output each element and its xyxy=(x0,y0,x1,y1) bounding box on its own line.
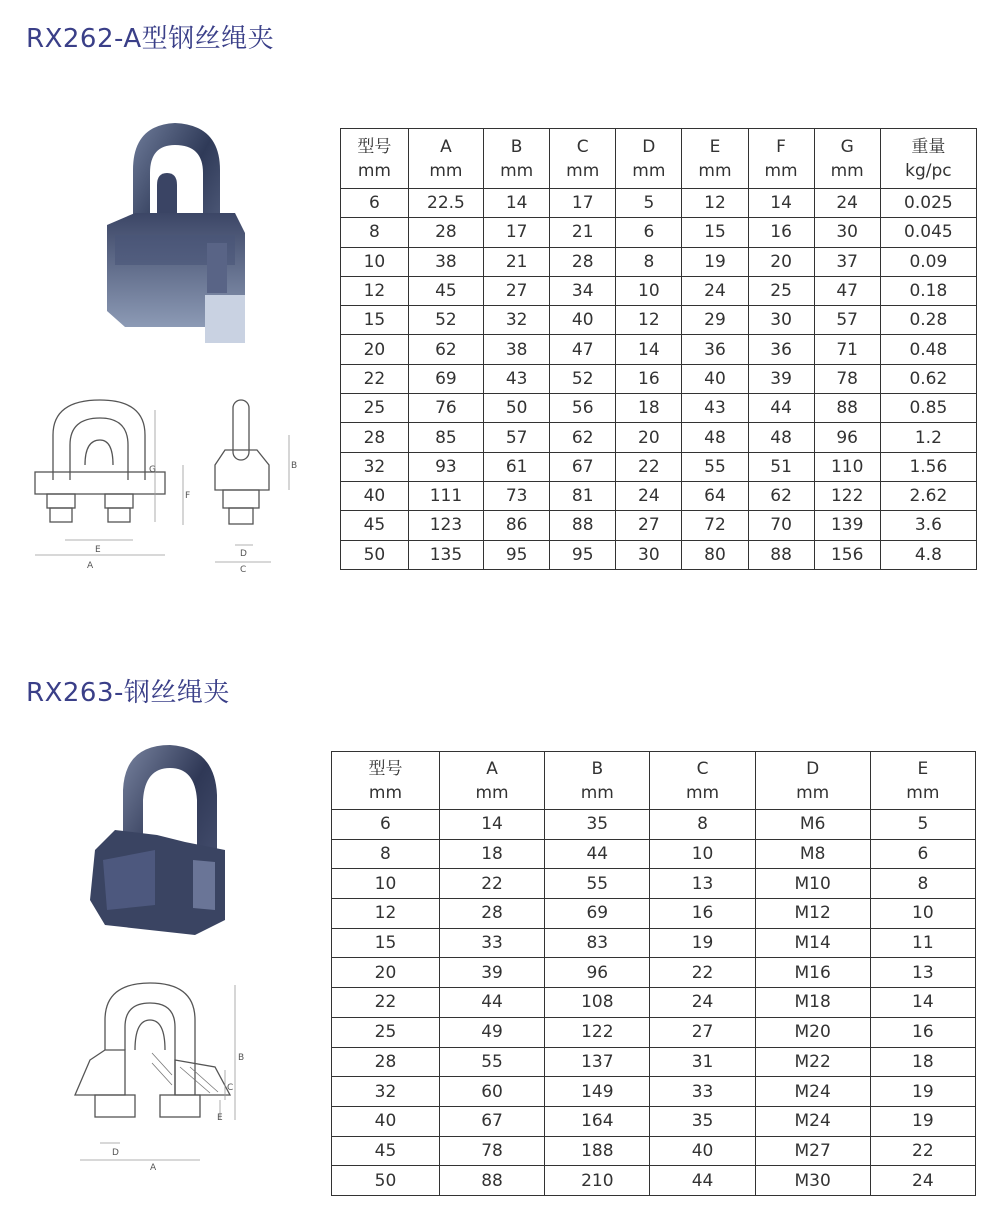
header-label: C xyxy=(576,136,589,157)
table-cell: 13 xyxy=(870,958,975,988)
table-cell: 24 xyxy=(682,276,748,305)
table-cell: 88 xyxy=(439,1166,544,1196)
table-cell: 40 xyxy=(332,1106,440,1136)
table-cell: 71 xyxy=(814,335,880,364)
table-cell: 78 xyxy=(814,364,880,393)
table-cell: 111 xyxy=(408,481,483,510)
table-cell: 16 xyxy=(616,364,682,393)
column-header xyxy=(341,129,409,189)
header-label: G xyxy=(840,136,854,157)
table-cell: 62 xyxy=(748,481,814,510)
drawing-label-a: A xyxy=(87,561,94,571)
table-cell: 20 xyxy=(341,335,409,364)
table-row xyxy=(341,335,977,364)
table-cell: 80 xyxy=(682,540,748,569)
table-cell: 47 xyxy=(814,276,880,305)
header-label: A xyxy=(440,136,452,157)
table-cell: 149 xyxy=(545,1077,650,1107)
table-cell: 25 xyxy=(748,276,814,305)
table-cell: 60 xyxy=(439,1077,544,1107)
drawing-label-d: D xyxy=(112,1148,119,1158)
table-cell: 156 xyxy=(814,540,880,569)
table-cell: 57 xyxy=(484,423,550,452)
column-header xyxy=(755,752,870,810)
table-cell: 40 xyxy=(650,1136,755,1166)
table-cell: 0.48 xyxy=(880,335,976,364)
table-cell: M10 xyxy=(755,869,870,899)
header-label: E xyxy=(917,758,929,779)
table-cell: 5 xyxy=(870,810,975,840)
table-cell: 37 xyxy=(814,247,880,276)
table-cell: 31 xyxy=(650,1047,755,1077)
header-unit: mm xyxy=(475,782,509,803)
table-cell: 32 xyxy=(332,1077,440,1107)
table-cell: 40 xyxy=(682,364,748,393)
drawing-label-e: E xyxy=(217,1113,223,1123)
table-cell: 22 xyxy=(439,869,544,899)
table-row xyxy=(341,511,977,540)
header-label: F xyxy=(776,136,786,157)
table-cell: 10 xyxy=(341,247,409,276)
table-cell: 88 xyxy=(748,540,814,569)
table-cell: 12 xyxy=(682,189,748,218)
table-cell: 8 xyxy=(616,247,682,276)
table-cell: 28 xyxy=(439,899,544,929)
header-unit: mm xyxy=(632,160,666,181)
table-cell: 0.62 xyxy=(880,364,976,393)
header-unit: mm xyxy=(685,782,720,803)
table-row xyxy=(332,810,976,840)
header-unit: mm xyxy=(429,160,463,181)
table-cell: 64 xyxy=(682,481,748,510)
table-cell: 8 xyxy=(870,869,975,899)
table-cell: 6 xyxy=(341,189,409,218)
table-cell: M24 xyxy=(755,1106,870,1136)
table-header-row xyxy=(341,129,977,189)
table-cell: 14 xyxy=(484,189,550,218)
column-header xyxy=(870,752,975,810)
header-label: D xyxy=(642,136,656,157)
column-header xyxy=(616,129,682,189)
table-cell: 24 xyxy=(650,988,755,1018)
table-cell: 96 xyxy=(814,423,880,452)
table-cell: 13 xyxy=(650,869,755,899)
table-cell: 40 xyxy=(341,481,409,510)
table-cell: 28 xyxy=(550,247,616,276)
table-cell: M6 xyxy=(755,810,870,840)
column-header xyxy=(550,129,616,189)
table-cell: 2.62 xyxy=(880,481,976,510)
table-cell: 55 xyxy=(439,1047,544,1077)
table-cell: 72 xyxy=(682,511,748,540)
table-cell: 44 xyxy=(545,839,650,869)
column-header xyxy=(332,752,440,810)
table-cell: 67 xyxy=(439,1106,544,1136)
table-cell: 21 xyxy=(550,218,616,247)
table-cell: 55 xyxy=(682,452,748,481)
table-cell: M12 xyxy=(755,899,870,929)
table-cell: 48 xyxy=(682,423,748,452)
table-cell: 16 xyxy=(870,1017,975,1047)
table-cell: 40 xyxy=(550,306,616,335)
table-cell: 22 xyxy=(332,988,440,1018)
table-cell: 78 xyxy=(439,1136,544,1166)
table-row xyxy=(332,1077,976,1107)
table-cell: 76 xyxy=(408,394,483,423)
table-row xyxy=(341,394,977,423)
table-cell: 6 xyxy=(332,810,440,840)
table-cell: 29 xyxy=(682,306,748,335)
table-row xyxy=(341,423,977,452)
table-cell: 25 xyxy=(341,394,409,423)
table-cell: 85 xyxy=(408,423,483,452)
table-cell: 122 xyxy=(814,481,880,510)
table-cell: 93 xyxy=(408,452,483,481)
table-cell: 8 xyxy=(332,839,440,869)
table-row xyxy=(332,988,976,1018)
table-row xyxy=(332,869,976,899)
table-cell: M16 xyxy=(755,958,870,988)
drawing-label-c: C xyxy=(227,1083,234,1093)
table-cell: 39 xyxy=(748,364,814,393)
table-cell: 0.09 xyxy=(880,247,976,276)
table-cell: M8 xyxy=(755,839,870,869)
table-cell: 86 xyxy=(484,511,550,540)
header-label: B xyxy=(510,136,523,157)
table-cell: 17 xyxy=(550,189,616,218)
rx263-spec-table xyxy=(331,751,976,1196)
header-unit: mm xyxy=(796,782,830,803)
header-label: 型号 xyxy=(357,136,392,157)
table-cell: 24 xyxy=(814,189,880,218)
table-cell: 45 xyxy=(332,1136,440,1166)
table-cell: 19 xyxy=(870,1106,975,1136)
table-cell: 188 xyxy=(545,1136,650,1166)
drawing-label-f: F xyxy=(185,491,191,501)
rx262-technical-drawing xyxy=(25,390,315,575)
table-cell: 36 xyxy=(682,335,748,364)
table-cell: 35 xyxy=(650,1106,755,1136)
table-cell: 0.025 xyxy=(880,189,976,218)
table-cell: 0.85 xyxy=(880,394,976,423)
table-cell: 70 xyxy=(748,511,814,540)
table-cell: 12 xyxy=(332,899,440,929)
table-cell: 50 xyxy=(332,1166,440,1196)
table-cell: 44 xyxy=(650,1166,755,1196)
table-cell: 52 xyxy=(550,364,616,393)
table-cell: 12 xyxy=(341,276,409,305)
table-cell: 110 xyxy=(814,452,880,481)
table-cell: 56 xyxy=(550,394,616,423)
table-cell: 0.18 xyxy=(880,276,976,305)
table-row xyxy=(341,364,977,393)
table-row xyxy=(332,1136,976,1166)
table-cell: 6 xyxy=(616,218,682,247)
wire-rope-clip-photo-icon xyxy=(95,115,265,350)
table-cell: 61 xyxy=(484,452,550,481)
header-label: 型号 xyxy=(368,758,403,779)
table-cell: 164 xyxy=(545,1106,650,1136)
table-cell: 27 xyxy=(650,1017,755,1047)
table-cell: 16 xyxy=(748,218,814,247)
table-cell: 47 xyxy=(550,335,616,364)
table-row xyxy=(332,958,976,988)
table-cell: 4.8 xyxy=(880,540,976,569)
table-cell: 51 xyxy=(748,452,814,481)
table-cell: 0.045 xyxy=(880,218,976,247)
table-cell: 45 xyxy=(341,511,409,540)
table-cell: 137 xyxy=(545,1047,650,1077)
wire-rope-clip-photo-icon xyxy=(85,740,250,940)
table-row xyxy=(332,928,976,958)
table-cell: 14 xyxy=(439,810,544,840)
table-cell: 39 xyxy=(439,958,544,988)
table-cell: 52 xyxy=(408,306,483,335)
table-cell: 18 xyxy=(870,1047,975,1077)
table-cell: 22 xyxy=(870,1136,975,1166)
table-cell: 88 xyxy=(814,394,880,423)
drawing-label-b: B xyxy=(291,461,298,471)
table-cell: 32 xyxy=(484,306,550,335)
table-row xyxy=(341,218,977,247)
table-cell: 0.28 xyxy=(880,306,976,335)
rx263-technical-drawing xyxy=(60,975,260,1175)
header-unit: mm xyxy=(566,160,600,181)
column-header xyxy=(484,129,550,189)
header-unit: mm xyxy=(500,160,534,181)
drawing-label-g: G xyxy=(149,465,156,475)
table-cell: 34 xyxy=(550,276,616,305)
drawing-label-d: D xyxy=(240,549,247,559)
header-label: 重量 xyxy=(911,136,946,157)
table-cell: 62 xyxy=(550,423,616,452)
column-header xyxy=(408,129,483,189)
table-row xyxy=(332,1106,976,1136)
table-cell: 50 xyxy=(341,540,409,569)
table-cell: 19 xyxy=(650,928,755,958)
table-cell: 48 xyxy=(748,423,814,452)
table-cell: 19 xyxy=(870,1077,975,1107)
header-unit: mm xyxy=(357,160,391,181)
table-cell: M24 xyxy=(755,1077,870,1107)
table-cell: 30 xyxy=(748,306,814,335)
column-header xyxy=(439,752,544,810)
table-cell: 57 xyxy=(814,306,880,335)
table-cell: 67 xyxy=(550,452,616,481)
table-row xyxy=(332,839,976,869)
table-cell: M22 xyxy=(755,1047,870,1077)
header-unit: mm xyxy=(580,782,614,803)
table-row xyxy=(332,1017,976,1047)
table-cell: 24 xyxy=(616,481,682,510)
table-cell: 30 xyxy=(814,218,880,247)
table-cell: 17 xyxy=(484,218,550,247)
table-row xyxy=(332,1166,976,1196)
table-cell: 33 xyxy=(439,928,544,958)
table-cell: 22.5 xyxy=(408,189,483,218)
table-cell: 95 xyxy=(484,540,550,569)
table-cell: M18 xyxy=(755,988,870,1018)
table-cell: 45 xyxy=(408,276,483,305)
table-cell: 14 xyxy=(748,189,814,218)
table-cell: 6 xyxy=(870,839,975,869)
table-cell: 73 xyxy=(484,481,550,510)
table-row xyxy=(332,899,976,929)
table-header-row xyxy=(332,752,976,810)
table-cell: M20 xyxy=(755,1017,870,1047)
table-cell: 44 xyxy=(748,394,814,423)
table-cell: 69 xyxy=(545,899,650,929)
header-unit: mm xyxy=(906,782,940,803)
table-cell: 22 xyxy=(341,364,409,393)
table-cell: 22 xyxy=(616,452,682,481)
header-unit: mm xyxy=(368,782,403,803)
header-label: E xyxy=(709,136,721,157)
table-cell: 36 xyxy=(748,335,814,364)
table-cell: 30 xyxy=(616,540,682,569)
table-cell: 62 xyxy=(408,335,483,364)
table-cell: 24 xyxy=(870,1166,975,1196)
table-cell: 25 xyxy=(332,1017,440,1047)
table-cell: 35 xyxy=(545,810,650,840)
table-row xyxy=(341,247,977,276)
table-row xyxy=(341,276,977,305)
table-cell: 96 xyxy=(545,958,650,988)
table-cell: 20 xyxy=(748,247,814,276)
table-cell: 1.56 xyxy=(880,452,976,481)
table-cell: 33 xyxy=(650,1077,755,1107)
header-label: B xyxy=(591,758,604,779)
table-row xyxy=(341,306,977,335)
table-cell: 11 xyxy=(870,928,975,958)
column-header xyxy=(545,752,650,810)
table-cell: 38 xyxy=(408,247,483,276)
table-cell: 28 xyxy=(341,423,409,452)
header-unit: kg/pc xyxy=(905,160,952,181)
table-cell: 18 xyxy=(616,394,682,423)
header-label: D xyxy=(806,758,820,779)
table-cell: 108 xyxy=(545,988,650,1018)
drawing-label-e: E xyxy=(95,545,101,555)
table-cell: 49 xyxy=(439,1017,544,1047)
table-cell: 21 xyxy=(484,247,550,276)
table-cell: 43 xyxy=(682,394,748,423)
table-cell: 12 xyxy=(616,306,682,335)
table-cell: 8 xyxy=(650,810,755,840)
table-cell: 27 xyxy=(616,511,682,540)
table-cell: 14 xyxy=(616,335,682,364)
table-cell: 139 xyxy=(814,511,880,540)
table-cell: 32 xyxy=(341,452,409,481)
rx262-spec-table xyxy=(340,128,977,570)
drawing-label-c: C xyxy=(240,565,247,575)
table-cell: 95 xyxy=(550,540,616,569)
table-cell: M14 xyxy=(755,928,870,958)
table-cell: 19 xyxy=(682,247,748,276)
table-cell: 135 xyxy=(408,540,483,569)
table-cell: 38 xyxy=(484,335,550,364)
table-cell: 50 xyxy=(484,394,550,423)
table-cell: 83 xyxy=(545,928,650,958)
header-unit: mm xyxy=(698,160,732,181)
table-cell: 28 xyxy=(408,218,483,247)
table-cell: 55 xyxy=(545,869,650,899)
table-cell: 10 xyxy=(616,276,682,305)
section2-title: RX263-钢丝绳夹 xyxy=(26,678,230,708)
table-cell: M27 xyxy=(755,1136,870,1166)
table-cell: 10 xyxy=(332,869,440,899)
table-cell: 69 xyxy=(408,364,483,393)
table-cell: 8 xyxy=(341,218,409,247)
table-cell: 1.2 xyxy=(880,423,976,452)
table-cell: 123 xyxy=(408,511,483,540)
table-cell: 5 xyxy=(616,189,682,218)
table-row xyxy=(341,452,977,481)
table-cell: 28 xyxy=(332,1047,440,1077)
table-cell: 18 xyxy=(439,839,544,869)
table-row xyxy=(341,189,977,218)
table-row xyxy=(341,481,977,510)
header-label: A xyxy=(486,758,498,779)
column-header xyxy=(682,129,748,189)
column-header xyxy=(748,129,814,189)
column-header xyxy=(814,129,880,189)
table-cell: 14 xyxy=(870,988,975,1018)
table-cell: 20 xyxy=(616,423,682,452)
table-cell: 20 xyxy=(332,958,440,988)
table-cell: 10 xyxy=(650,839,755,869)
table-cell: 15 xyxy=(332,928,440,958)
table-cell: 22 xyxy=(650,958,755,988)
table-cell: 27 xyxy=(484,276,550,305)
header-label: C xyxy=(696,758,709,779)
table-cell: 210 xyxy=(545,1166,650,1196)
table-cell: 122 xyxy=(545,1017,650,1047)
table-cell: 81 xyxy=(550,481,616,510)
table-cell: 15 xyxy=(341,306,409,335)
drawing-label-b: B xyxy=(238,1053,245,1063)
header-unit: mm xyxy=(764,160,798,181)
section1-title: RX262-A型钢丝绳夹 xyxy=(26,24,275,54)
header-unit: mm xyxy=(830,160,864,181)
table-cell: 10 xyxy=(870,899,975,929)
table-cell: 44 xyxy=(439,988,544,1018)
table-cell: M30 xyxy=(755,1166,870,1196)
table-cell: 15 xyxy=(682,218,748,247)
column-header xyxy=(650,752,755,810)
drawing-label-a: A xyxy=(150,1163,157,1173)
table-cell: 3.6 xyxy=(880,511,976,540)
column-header xyxy=(880,129,976,189)
table-row xyxy=(341,540,977,569)
table-row xyxy=(332,1047,976,1077)
table-cell: 16 xyxy=(650,899,755,929)
table-cell: 88 xyxy=(550,511,616,540)
table-cell: 43 xyxy=(484,364,550,393)
